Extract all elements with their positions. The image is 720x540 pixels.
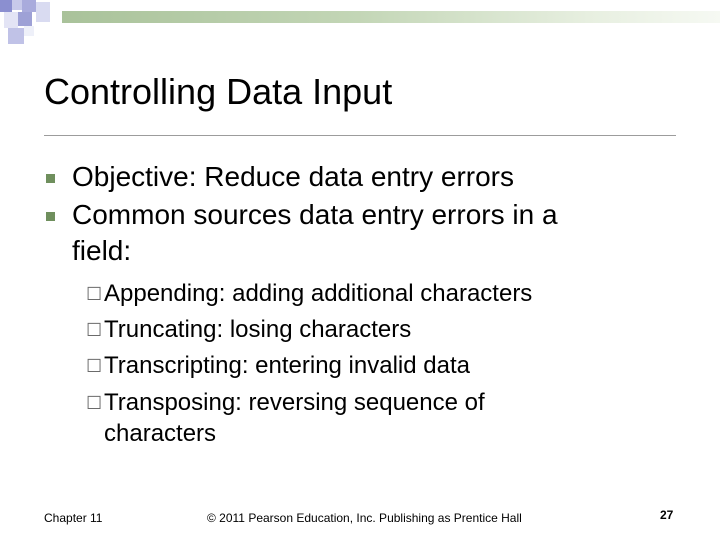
hollow-square-bullet-icon: ☐	[86, 393, 103, 413]
sub-bullet-text: characters	[104, 420, 217, 447]
hollow-square-bullet-icon: ☐	[86, 284, 103, 304]
hollow-square-bullet-icon: ☐	[86, 320, 103, 340]
bullet-common-sources	[46, 199, 686, 231]
square-bullet-icon	[46, 174, 55, 183]
corner-decoration	[0, 0, 60, 48]
footer-chapter: Chapter 11	[44, 511, 103, 525]
footer-copyright: © 2011 Pearson Education, Inc. Publishing as Prentice Hall	[207, 511, 522, 525]
sub-bullet-text: Transposing: reversing sequence of	[104, 389, 485, 416]
sub-bullet-text: Truncating: losing characters	[104, 316, 412, 343]
title-divider	[44, 135, 676, 136]
slide-title: Controlling Data Input	[44, 71, 393, 112]
top-accent-bar	[62, 11, 720, 23]
hollow-square-bullet-icon: ☐	[86, 356, 103, 376]
sub-bullet-text: Transcripting: entering invalid data	[104, 352, 470, 379]
square-bullet-icon	[46, 212, 55, 221]
bullet-text: Common sources data entry errors in a	[72, 199, 558, 230]
page-number: 27	[660, 508, 674, 522]
bullet-continuation	[46, 235, 686, 267]
bullet-text: field:	[72, 235, 132, 266]
bullet-text: Objective: Reduce data entry errors	[72, 161, 514, 192]
bullet-objective	[46, 161, 686, 193]
sub-bullet-text: Appending: adding additional characters	[104, 280, 533, 307]
